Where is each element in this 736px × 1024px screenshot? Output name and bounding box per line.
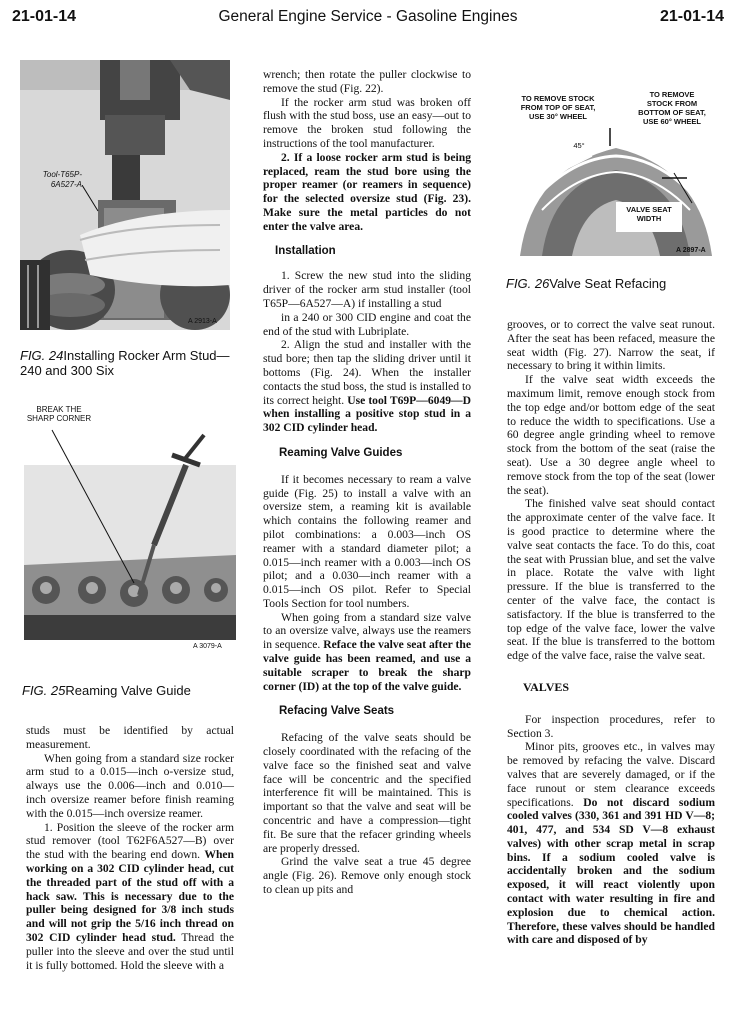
col3-p5-a: Minor pits, grooves etc., in valves may be removed by refacing the valve. Discard valves that are severely damaged, or if the face runout or stem clearance exceeds specifications.	[507, 740, 715, 809]
heading-installation: Installation	[275, 244, 336, 257]
fig26-label-right-line4: USE 60° WHEEL	[642, 117, 701, 126]
col2-paragraph-7	[263, 611, 471, 694]
fig25-photo	[24, 425, 236, 640]
page-number-right: 21-01-14	[659, 8, 724, 25]
column-3-text	[507, 318, 715, 947]
column-2-text	[263, 68, 471, 897]
col3-paragraph-1: grooves, or to correct the valve seat runout. After the seat has been refaced, measure the seat width (Fig. 27). Narrow the seat, if necessary to bring it within limits.	[507, 318, 715, 373]
col1-paragraph-1: studs must be identified by actual measurement.	[26, 724, 234, 751]
col2-paragraph-9: Grind the valve seat a true 45 degree angle (Fig. 26). Remove only enough stock to clean up pits and	[263, 855, 471, 897]
page-title: General Engine Service - Gasoline Engines	[218, 8, 518, 25]
fig26-caption-text: Valve Seat Refacing	[549, 276, 667, 291]
fig26-seat-width-label	[616, 205, 682, 223]
fig24-tool-label	[32, 170, 82, 190]
fig26-label-left	[506, 94, 610, 121]
col1-p3-warning: When working on a 302 CID cylinder head, cut the threaded part of the stud off with a hack saw. This is necessary due to the puller being designed for 3/8 inch studs and will not grip the 5/16 inch thread on 302 CID cylinder head stud.	[26, 848, 234, 944]
fig26-label-left-line3: USE 30° WHEEL	[528, 112, 587, 121]
col2-p7-b: Reface the valve seat after the valve guide has been reamed, and use a suitable scraper to break the sharp corner (ID) at the top of the valve guide.	[263, 638, 471, 693]
fig24-leader-line	[82, 185, 102, 215]
column-1-text	[26, 724, 234, 972]
col2-p7-a: When going from a standard size valve to an oversize valve, always use the reamers in sequence.	[263, 610, 471, 652]
fig25-caption	[22, 683, 237, 698]
page-header	[0, 8, 736, 32]
col2-paragraph-1: wrench; then rotate the puller clockwise to remove the stud (Fig. 22).	[263, 68, 471, 95]
col2-paragraph-4b: in a 240 or 300 CID engine and coat the end of the stud with Lubriplate.	[263, 310, 471, 338]
fig26-label-left-line2: FROM TOP OF SEAT,	[520, 103, 596, 112]
col2-paragraph-6: If it becomes necessary to ream a valve guide (Fig. 25) to install a valve with an oversize stem, a reaming kit is available which contains the following reamer and pilot combinations: a 0.003—inch OS reamer with a standard diameter pilot; a 0.015—inch reamer with a 0.003—inch OS pilot; and a 0.030—inch reamer with a 0.015—inch OS pilot. Refer to Special Tools Section for tool numbers.	[263, 472, 471, 610]
heading-refacing-valve-seats: Refacing Valve Seats	[279, 705, 395, 718]
fig26-caption-fig: FIG. 26	[506, 276, 550, 291]
fig26-seat-width-line1: VALVE SEAT	[626, 205, 672, 214]
col1-paragraph-2: When going from a standard size rocker arm stud to a 0.015—inch o-versize stud, always use the 0.006—inch and 0.010—inch oversize reamer before finish reaming with the 0.015—inch oversize reamer.	[26, 751, 234, 820]
page-number-left: 21-01-14	[12, 8, 77, 25]
col2-paragraph-8: Refacing of the valve seats should be closely coordinated with the refacing of the valve face so the finished seat and valve face will be concentric and the specified interference fit will be maintained. This is important so that the valve and seat will be concentric and have a compression—tight fit. Be sure that the refacer grinding wheels are properly dressed.	[263, 731, 471, 855]
fig24-caption-text: Installing Rocker Arm Stud—240 and 300 Six	[20, 348, 230, 378]
heading-valves: VALVES	[523, 679, 570, 694]
fig25-caption-text: Reaming Valve Guide	[65, 683, 191, 698]
col2-paragraph-5	[263, 338, 471, 435]
col2-paragraph-3: 2. If a loose rocker arm stud is being replaced, ream the stud bore using the proper reamer (or reamers in sequence) for the selected oversize stud (Fig. 23). Make sure the metal particles do not enter the valve area.	[263, 150, 471, 233]
col2-p5-b: Use tool T69P—6049—D when installing a positive stop stud in a 302 CID cylinder head.	[263, 393, 471, 435]
fig26-angle-label: 45°	[573, 141, 585, 150]
fig24-tool-label-line2: 6A527-A	[50, 180, 82, 189]
fig26-caption	[506, 276, 721, 291]
fig26-label-right-line2: STOCK FROM	[646, 99, 698, 108]
col1-paragraph-3	[26, 821, 234, 973]
fig24-caption	[20, 348, 235, 378]
fig25-callout-line1: BREAK THE	[36, 405, 82, 414]
col1-p3-c: Thread the puller into the sleeve and over the stud until it is fully bottomed. Hold the sleeve with a	[26, 930, 234, 972]
col2-paragraph-2: If the rocker arm stud was broken off flush with the stud boss, use an easy—out to remove the broken stud following the instructions of the tool manufacturer.	[263, 95, 471, 150]
fig26-ref: A 2897-A	[676, 247, 706, 254]
fig24-caption-fig: FIG. 24	[20, 348, 64, 363]
fig26-seat-width-line2: WIDTH	[636, 214, 662, 223]
fig26-label-right-line3: BOTTOM OF SEAT,	[638, 108, 706, 117]
heading-reaming-valve-guides: Reaming Valve Guides	[279, 446, 403, 459]
col3-p5-warning: Do not discard sodium cooled valves (330, 361 and 391 HD V—8; 401, 477, and 534 SD V—8 exhaust valves) with other scrap metal in scrap bins. If a sodium cooled valve is accidentally broken and the sodium exposed, it will react violently upon contact with water resulting in fire and explosion due to chemical action. Therefore, these valves should be handled with care and disposed of by	[507, 795, 715, 947]
col3-paragraph-3: The finished valve seat should contact the approximate center of the valve face. It is good practice to determine where the valve seat contacts the face. To do this, coat the seat with Prussian blue, and set the valve in place. Rotate the valve with light pressure. If the blue is transferred to the center of the valve face, the contact is satisfactory. If the blue is transferred to the top edge of the valve face, lower the valve seat. If the blue is transferred to the bottom edge of the valve face, raise the valve seat.	[507, 497, 715, 663]
fig24-tool-label-line1: Tool-T65P-	[42, 170, 82, 179]
fig24-ref: A 2913-A	[188, 318, 217, 325]
fig25-callout-line2: SHARP CORNER	[26, 414, 92, 423]
fig25-caption-fig: FIG. 25	[22, 683, 66, 698]
col3-paragraph-2: If the valve seat width exceeds the maximum limit, remove enough stock from the top edge and/or bottom edge of the seat to reduce the width to specifications. Use a 60 degree angle grinding wheel to remove stock from the bottom of the seat (raise the seat). Use a 30 degree angle wheel to remove stock from the top of the seat (lower the seat).	[507, 373, 715, 497]
col3-paragraph-4: For inspection procedures, refer to Section 3.	[507, 712, 715, 740]
fig24-photo	[20, 60, 230, 330]
fig26-label-right	[622, 90, 722, 126]
fig25-ref: A 3079-A	[193, 643, 222, 650]
col2-p5-a: 2. Align the stud and installer with the stud bore; then tap the sliding driver until it bottoms (Fig. 24). When the installer contacts the stud boss, the stud is installed to its correct height.	[263, 338, 471, 407]
fig26-label-right-line1: TO REMOVE	[649, 90, 695, 99]
col1-p3-a: 1. Position the sleeve of the rocker arm stud remover (tool T62F6A527—B) over the stud with the bearing end down.	[26, 820, 234, 862]
fig25-callout	[24, 405, 94, 423]
col3-paragraph-5	[507, 740, 715, 947]
col2-paragraph-4: 1. Screw the new stud into the sliding driver of the rocker arm stud installer (tool T65P—6A527—A) if installing a stud	[263, 269, 471, 310]
fig26-diagram	[512, 128, 720, 256]
fig26-label-left-line1: TO REMOVE STOCK	[521, 94, 595, 103]
